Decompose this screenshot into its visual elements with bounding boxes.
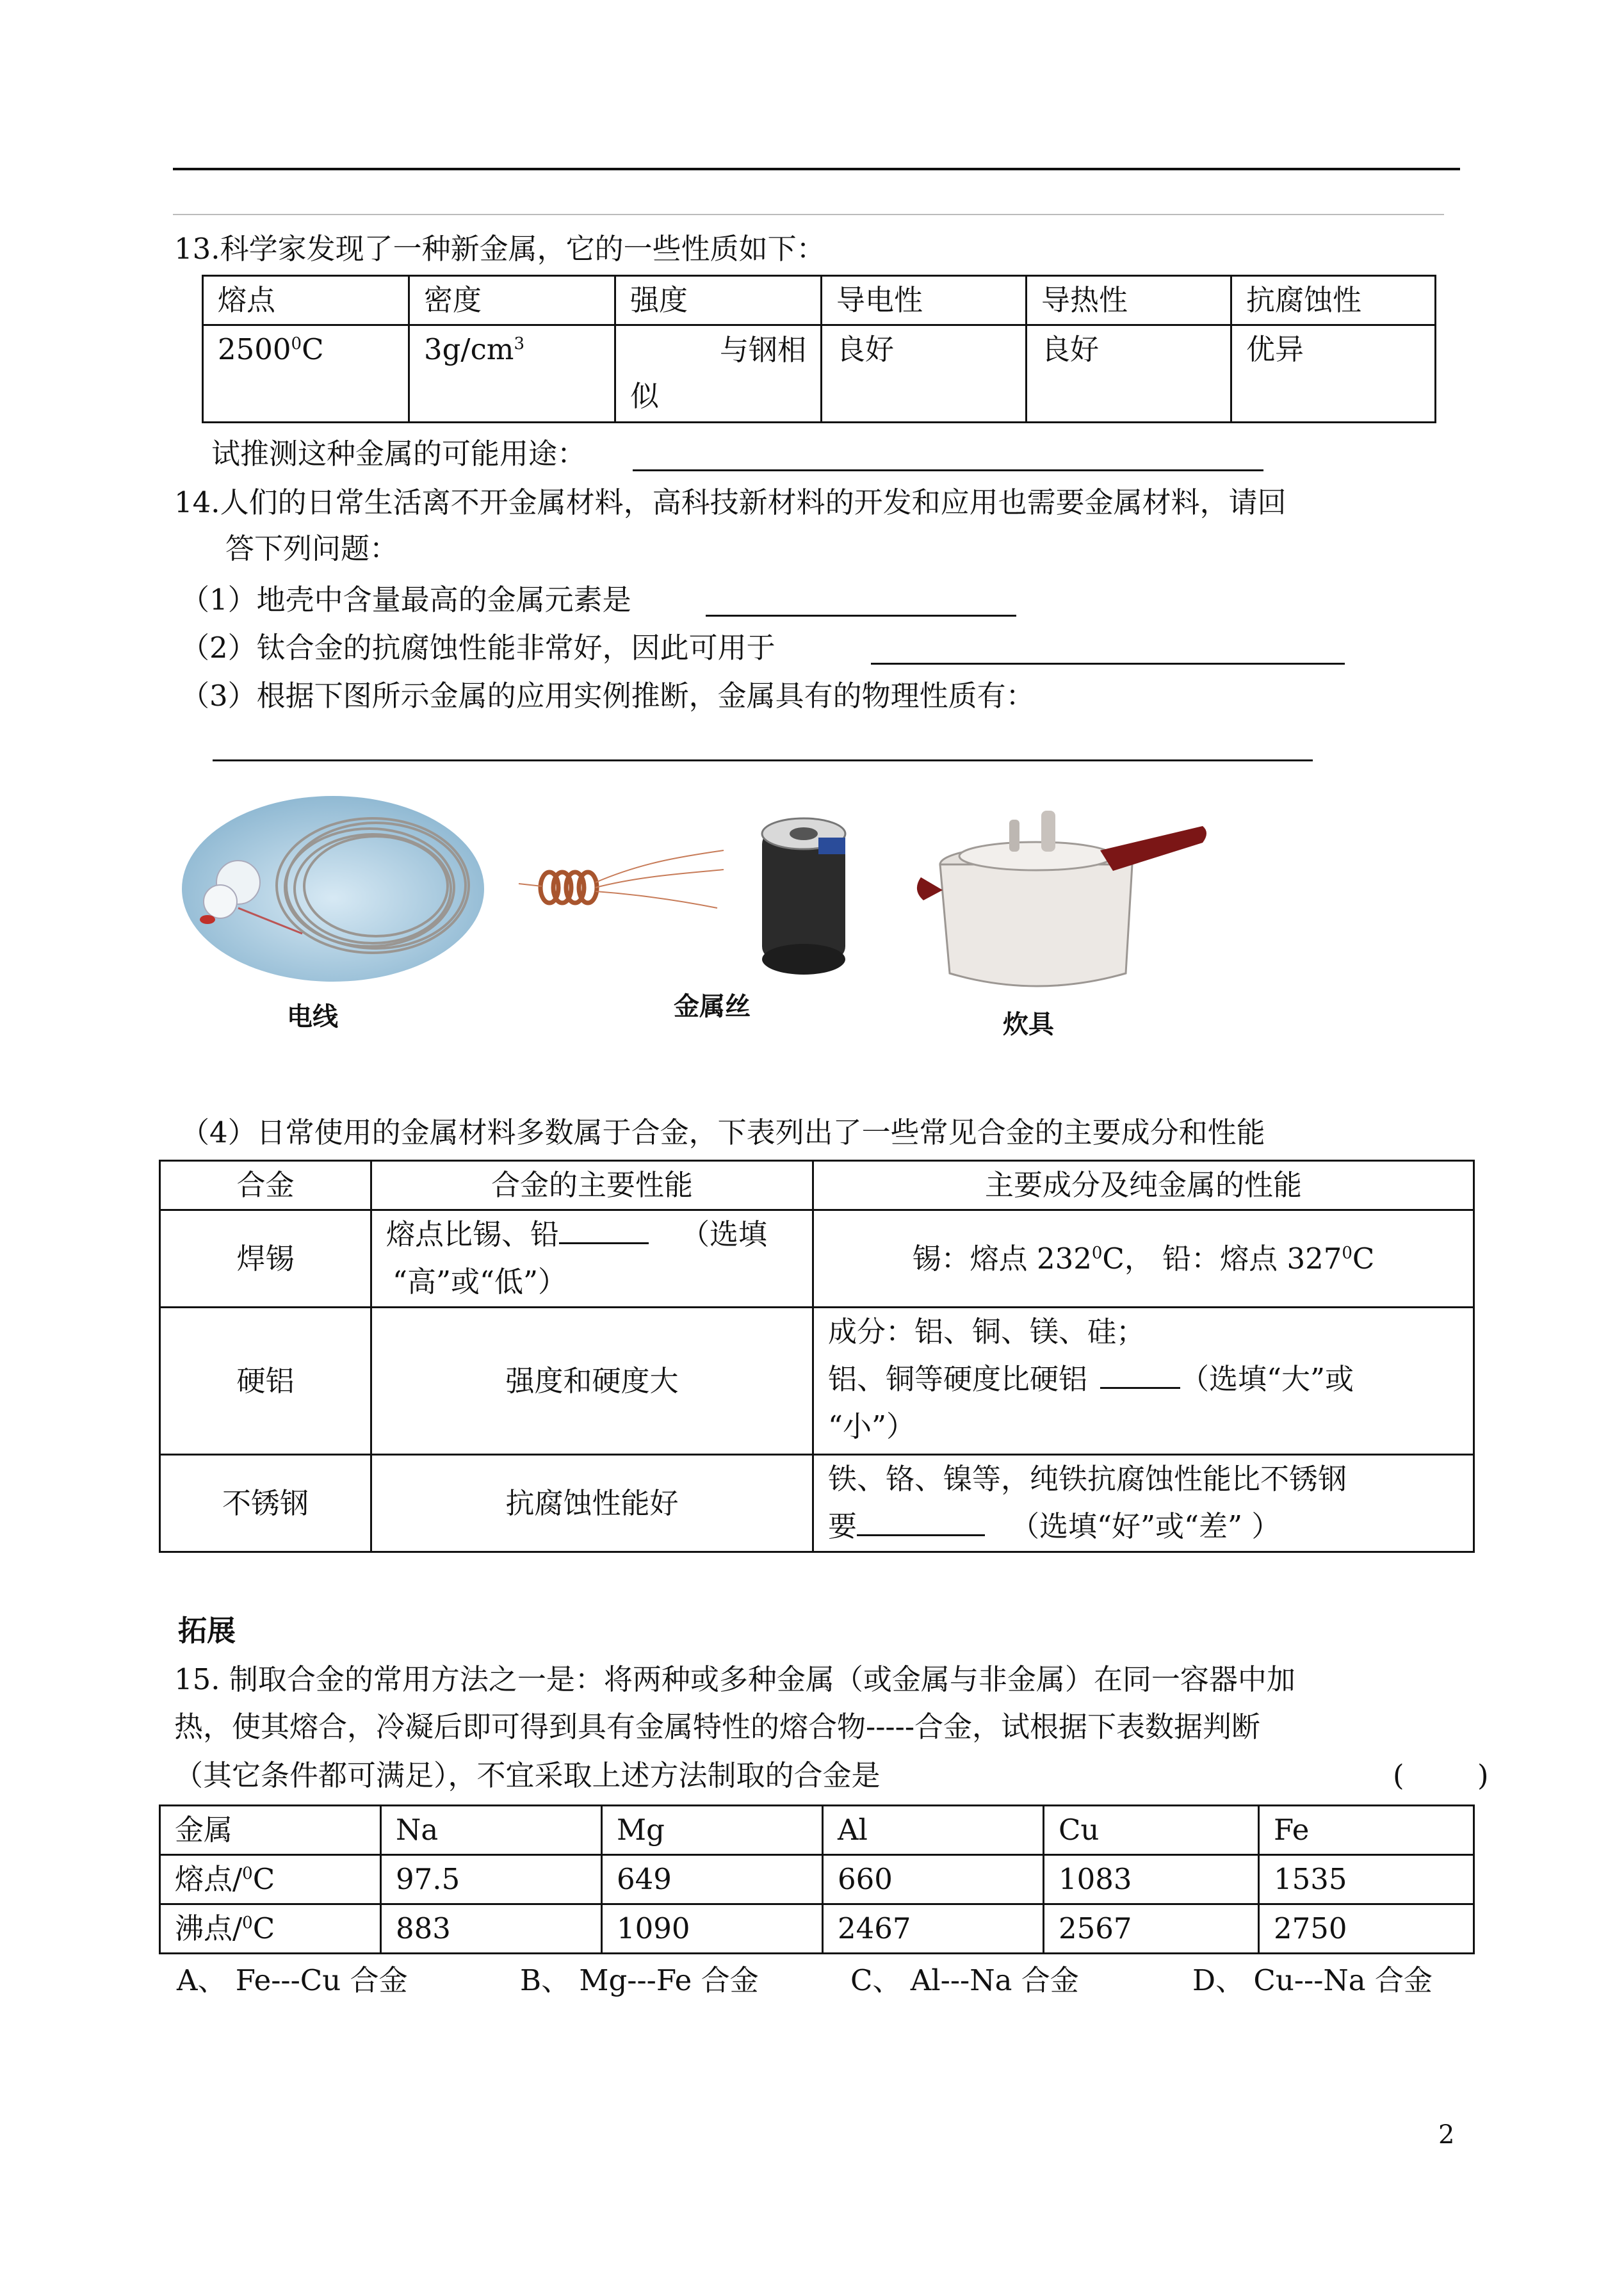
q14-stem-line1: 14.人们的日常生活离不开金属材料，高科技新材料的开发和应用也需要金属材料，请回 bbox=[174, 485, 1287, 519]
metal-header-cell: Mg bbox=[602, 1806, 823, 1855]
q14-part2: （2）钛合金的抗腐蚀性能非常好，因此可用于 bbox=[181, 631, 775, 665]
q13-density: $3g/cm^3$ bbox=[409, 325, 615, 423]
q14-part2-blank[interactable] bbox=[871, 663, 1345, 665]
alloy-table bbox=[159, 1160, 1475, 1553]
header-rule bbox=[173, 168, 1460, 170]
alloy-duralumin-property: 强度和硬度大 bbox=[371, 1308, 813, 1455]
extension-heading: 拓展 bbox=[178, 1614, 236, 1648]
q13-conductivity: 良好 bbox=[822, 325, 1027, 423]
metal-header-cell: Al bbox=[823, 1806, 1044, 1855]
q13-property-table bbox=[202, 275, 1436, 423]
q15-option-a[interactable]: A、 Fe---Cu 合金 bbox=[177, 1963, 408, 1997]
q13-corrosion: 优异 bbox=[1231, 325, 1436, 423]
q13-header-cell: 导电性 bbox=[822, 276, 1027, 325]
metal-wire-illustration bbox=[512, 812, 871, 980]
q15-answer-bracket[interactable]: ( ) bbox=[1393, 1758, 1489, 1792]
cable-illustration bbox=[181, 793, 485, 982]
caption-wire: 电线 bbox=[287, 1002, 338, 1032]
alloy-stainless-property: 抗腐蚀性能好 bbox=[371, 1455, 813, 1552]
alloy-duralumin-name: 硬铝 bbox=[160, 1308, 371, 1455]
alloy-header-cell: 合金的主要性能 bbox=[371, 1161, 813, 1210]
boiling-point-cell: 2750 bbox=[1259, 1904, 1474, 1954]
q13-answer-blank[interactable] bbox=[633, 469, 1263, 471]
q13-use-prompt: 试推测这种金属的可能用途： bbox=[211, 437, 587, 471]
alloy-solder-property: 熔点比锡、铅 （选填 “高”或“低”） bbox=[371, 1210, 813, 1308]
caption-metal-wire: 金属丝 bbox=[674, 992, 751, 1021]
cookware-illustration bbox=[908, 794, 1215, 1004]
alloy-solder-name: 焊锡 bbox=[160, 1210, 371, 1308]
duralumin-blank[interactable] bbox=[1100, 1358, 1180, 1389]
q14-stem-line2: 答下列问题： bbox=[225, 531, 399, 565]
boiling-point-cell: 883 bbox=[381, 1904, 602, 1954]
metal-header-cell: Fe bbox=[1259, 1806, 1474, 1855]
metal-header-cell: Na bbox=[381, 1806, 602, 1855]
q14-part3: （3）根据下图所示金属的应用实例推断，金属具有的物理性质有： bbox=[181, 679, 1035, 713]
melting-point-cell: 1535 bbox=[1259, 1855, 1474, 1904]
boiling-point-cell: 2467 bbox=[823, 1904, 1044, 1954]
melting-point-cell: 649 bbox=[602, 1855, 823, 1904]
melting-point-cell: 97.5 bbox=[381, 1855, 602, 1904]
q13-header-cell: 熔点 bbox=[203, 276, 409, 325]
q13-strength: 与钢相 似 bbox=[615, 325, 822, 423]
boiling-point-label: 沸点/$^0$C bbox=[160, 1904, 381, 1954]
q13-stem: 13.科学家发现了一种新金属，它的一些性质如下： bbox=[174, 232, 825, 266]
solder-blank[interactable] bbox=[559, 1213, 649, 1244]
q14-part4: （4）日常使用的金属材料多数属于合金，下表列出了一些常见合金的主要成分和性能 bbox=[181, 1115, 1265, 1149]
q15-stem-line2: 热，使其熔合，冷凝后即可得到具有金属特性的熔合物-----合金，试根据下表数据判断 bbox=[174, 1710, 1261, 1744]
q13-header-cell: 密度 bbox=[409, 276, 615, 325]
stainless-blank[interactable] bbox=[857, 1505, 985, 1536]
melting-point-label: 熔点/$^0$C bbox=[160, 1855, 381, 1904]
q15-option-b[interactable]: B、 Mg---Fe 合金 bbox=[520, 1963, 759, 1997]
melting-point-cell: 660 bbox=[823, 1855, 1044, 1904]
q14-part1: （1）地壳中含量最高的金属元素是 bbox=[181, 583, 631, 617]
q15-option-d[interactable]: D、 Cu---Na 合金 bbox=[1192, 1963, 1433, 1997]
metal-header-cell: Cu bbox=[1044, 1806, 1259, 1855]
q13-header-cell: 抗腐蚀性 bbox=[1231, 276, 1436, 325]
q14-part3-blank[interactable] bbox=[213, 759, 1313, 761]
caption-cookware: 炊具 bbox=[1003, 1010, 1054, 1039]
alloy-stainless-composition: 铁、铬、镍等，纯铁抗腐蚀性能比不锈钢 要 （选填“好”或“差” ） bbox=[813, 1455, 1474, 1552]
alloy-stainless-name: 不锈钢 bbox=[160, 1455, 371, 1552]
metal-data-table bbox=[159, 1804, 1475, 1954]
q15-stem-line1: 15. 制取合金的常用方法之一是：将两种或多种金属（或金属与非金属）在同一容器中加 bbox=[174, 1662, 1295, 1696]
q13-header-cell: 强度 bbox=[615, 276, 822, 325]
q15-stem-line3: （其它条件都可满足），不宜采取上述方法制取的合金是 bbox=[174, 1758, 881, 1792]
alloy-header-cell: 主要成分及纯金属的性能 bbox=[813, 1161, 1474, 1210]
q15-option-c[interactable]: C、 Al---Na 合金 bbox=[850, 1963, 1079, 1997]
page-number: 2 bbox=[1438, 2120, 1455, 2150]
q13-thermal: 良好 bbox=[1027, 325, 1231, 423]
alloy-duralumin-composition: 成分：铝、铜、镁、硅； 铝、铜等硬度比硬铝 （选填“大”或 “小”） bbox=[813, 1308, 1474, 1455]
q13-header-cell: 导热性 bbox=[1027, 276, 1231, 325]
q14-part1-blank[interactable] bbox=[706, 615, 1016, 617]
boiling-point-cell: 1090 bbox=[602, 1904, 823, 1954]
melting-point-cell: 1083 bbox=[1044, 1855, 1259, 1904]
alloy-header-cell: 合金 bbox=[160, 1161, 371, 1210]
header-rule-faint bbox=[173, 214, 1444, 215]
alloy-solder-composition: 锡：熔点 $232^0C$， 铅：熔点 $327^0C$ bbox=[813, 1210, 1474, 1308]
boiling-point-cell: 2567 bbox=[1044, 1904, 1259, 1954]
q13-melting-point: 2500$^0$C bbox=[203, 325, 409, 423]
metal-header-cell: 金属 bbox=[160, 1806, 381, 1855]
